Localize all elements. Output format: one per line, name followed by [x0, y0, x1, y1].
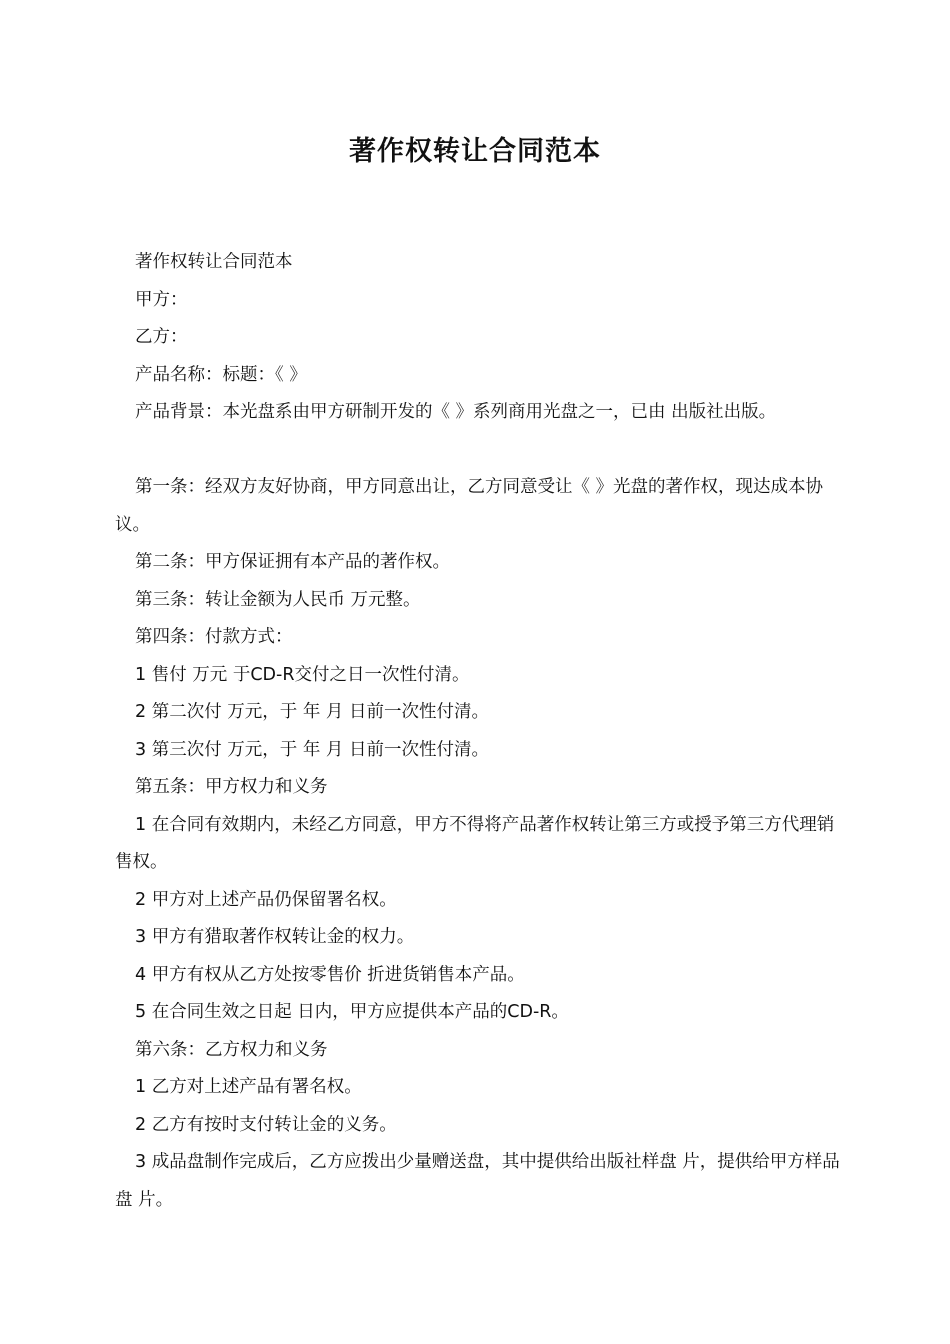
paragraph-a-duty-3: 3 甲方有猎取著作权转让金的权力。: [135, 927, 415, 947]
paragraph-b-duty-1: 1 乙方对上述产品有署名权。: [135, 1077, 362, 1097]
paragraph-article-3: 第三条：转让金额为人民币 万元整。: [135, 589, 421, 610]
paragraph-product-background: 产品背景：本光盘系由甲方研制开发的《 》系列商用光盘之一，已由 出版社出版。: [135, 402, 777, 422]
paragraph-heading: 著作权转让合同范本: [135, 252, 293, 272]
paragraph-a-duty-2: 2 甲方对上述产品仍保留署名权。: [135, 889, 397, 910]
paragraph-b-duty-3: 3 成品盘制作完成后，乙方应拨出少量赠送盘，其中提供给出版社样盘 片，提供给甲方样品盘 片。: [115, 1152, 840, 1210]
paragraph-b-duty-2: 2 乙方有按时支付转让金的义务。: [135, 1114, 397, 1135]
document-title: 著作权转让合同范本: [349, 136, 601, 167]
paragraph-article-4: 第四条：付款方式：: [135, 627, 293, 647]
paragraph-payment-1: 1 售付 万元 于CD-R交付之日一次性付清。: [135, 664, 470, 685]
paragraph-article-1: 第一条：经双方友好协商，甲方同意出让，乙方同意受让《 》光盘的著作权，现达成本协议。: [115, 477, 824, 535]
paragraph-article-2: 第二条：甲方保证拥有本产品的著作权。: [135, 552, 450, 572]
document-body: [115, 244, 840, 1219]
paragraph-product-name: 产品名称：标题：《 》: [135, 364, 307, 385]
blank-line: [115, 432, 840, 470]
paragraph-party-a: 甲方：: [135, 289, 188, 310]
paragraph-payment-3: 3 第三次付 万元，于 年 月 日前一次性付清。: [135, 739, 489, 760]
paragraph-article-6: 第六条：乙方权力和义务: [135, 1039, 328, 1060]
paragraph-a-duty-4: 4 甲方有权从乙方处按零售价 折进货销售本产品。: [135, 964, 525, 985]
paragraph-a-duty-1: 1 在合同有效期内，未经乙方同意，甲方不得将产品著作权转让第三方或授予第三方代理销售权。: [115, 814, 835, 872]
paragraph-a-duty-5: 5 在合同生效之日起 日内，甲方应提供本产品的CD-R。: [135, 1002, 569, 1022]
paragraph-article-5: 第五条：甲方权力和义务: [135, 777, 328, 797]
paragraph-party-b: 乙方：: [135, 327, 188, 347]
paragraph-payment-2: 2 第二次付 万元，于 年 月 日前一次性付清。: [135, 702, 489, 722]
